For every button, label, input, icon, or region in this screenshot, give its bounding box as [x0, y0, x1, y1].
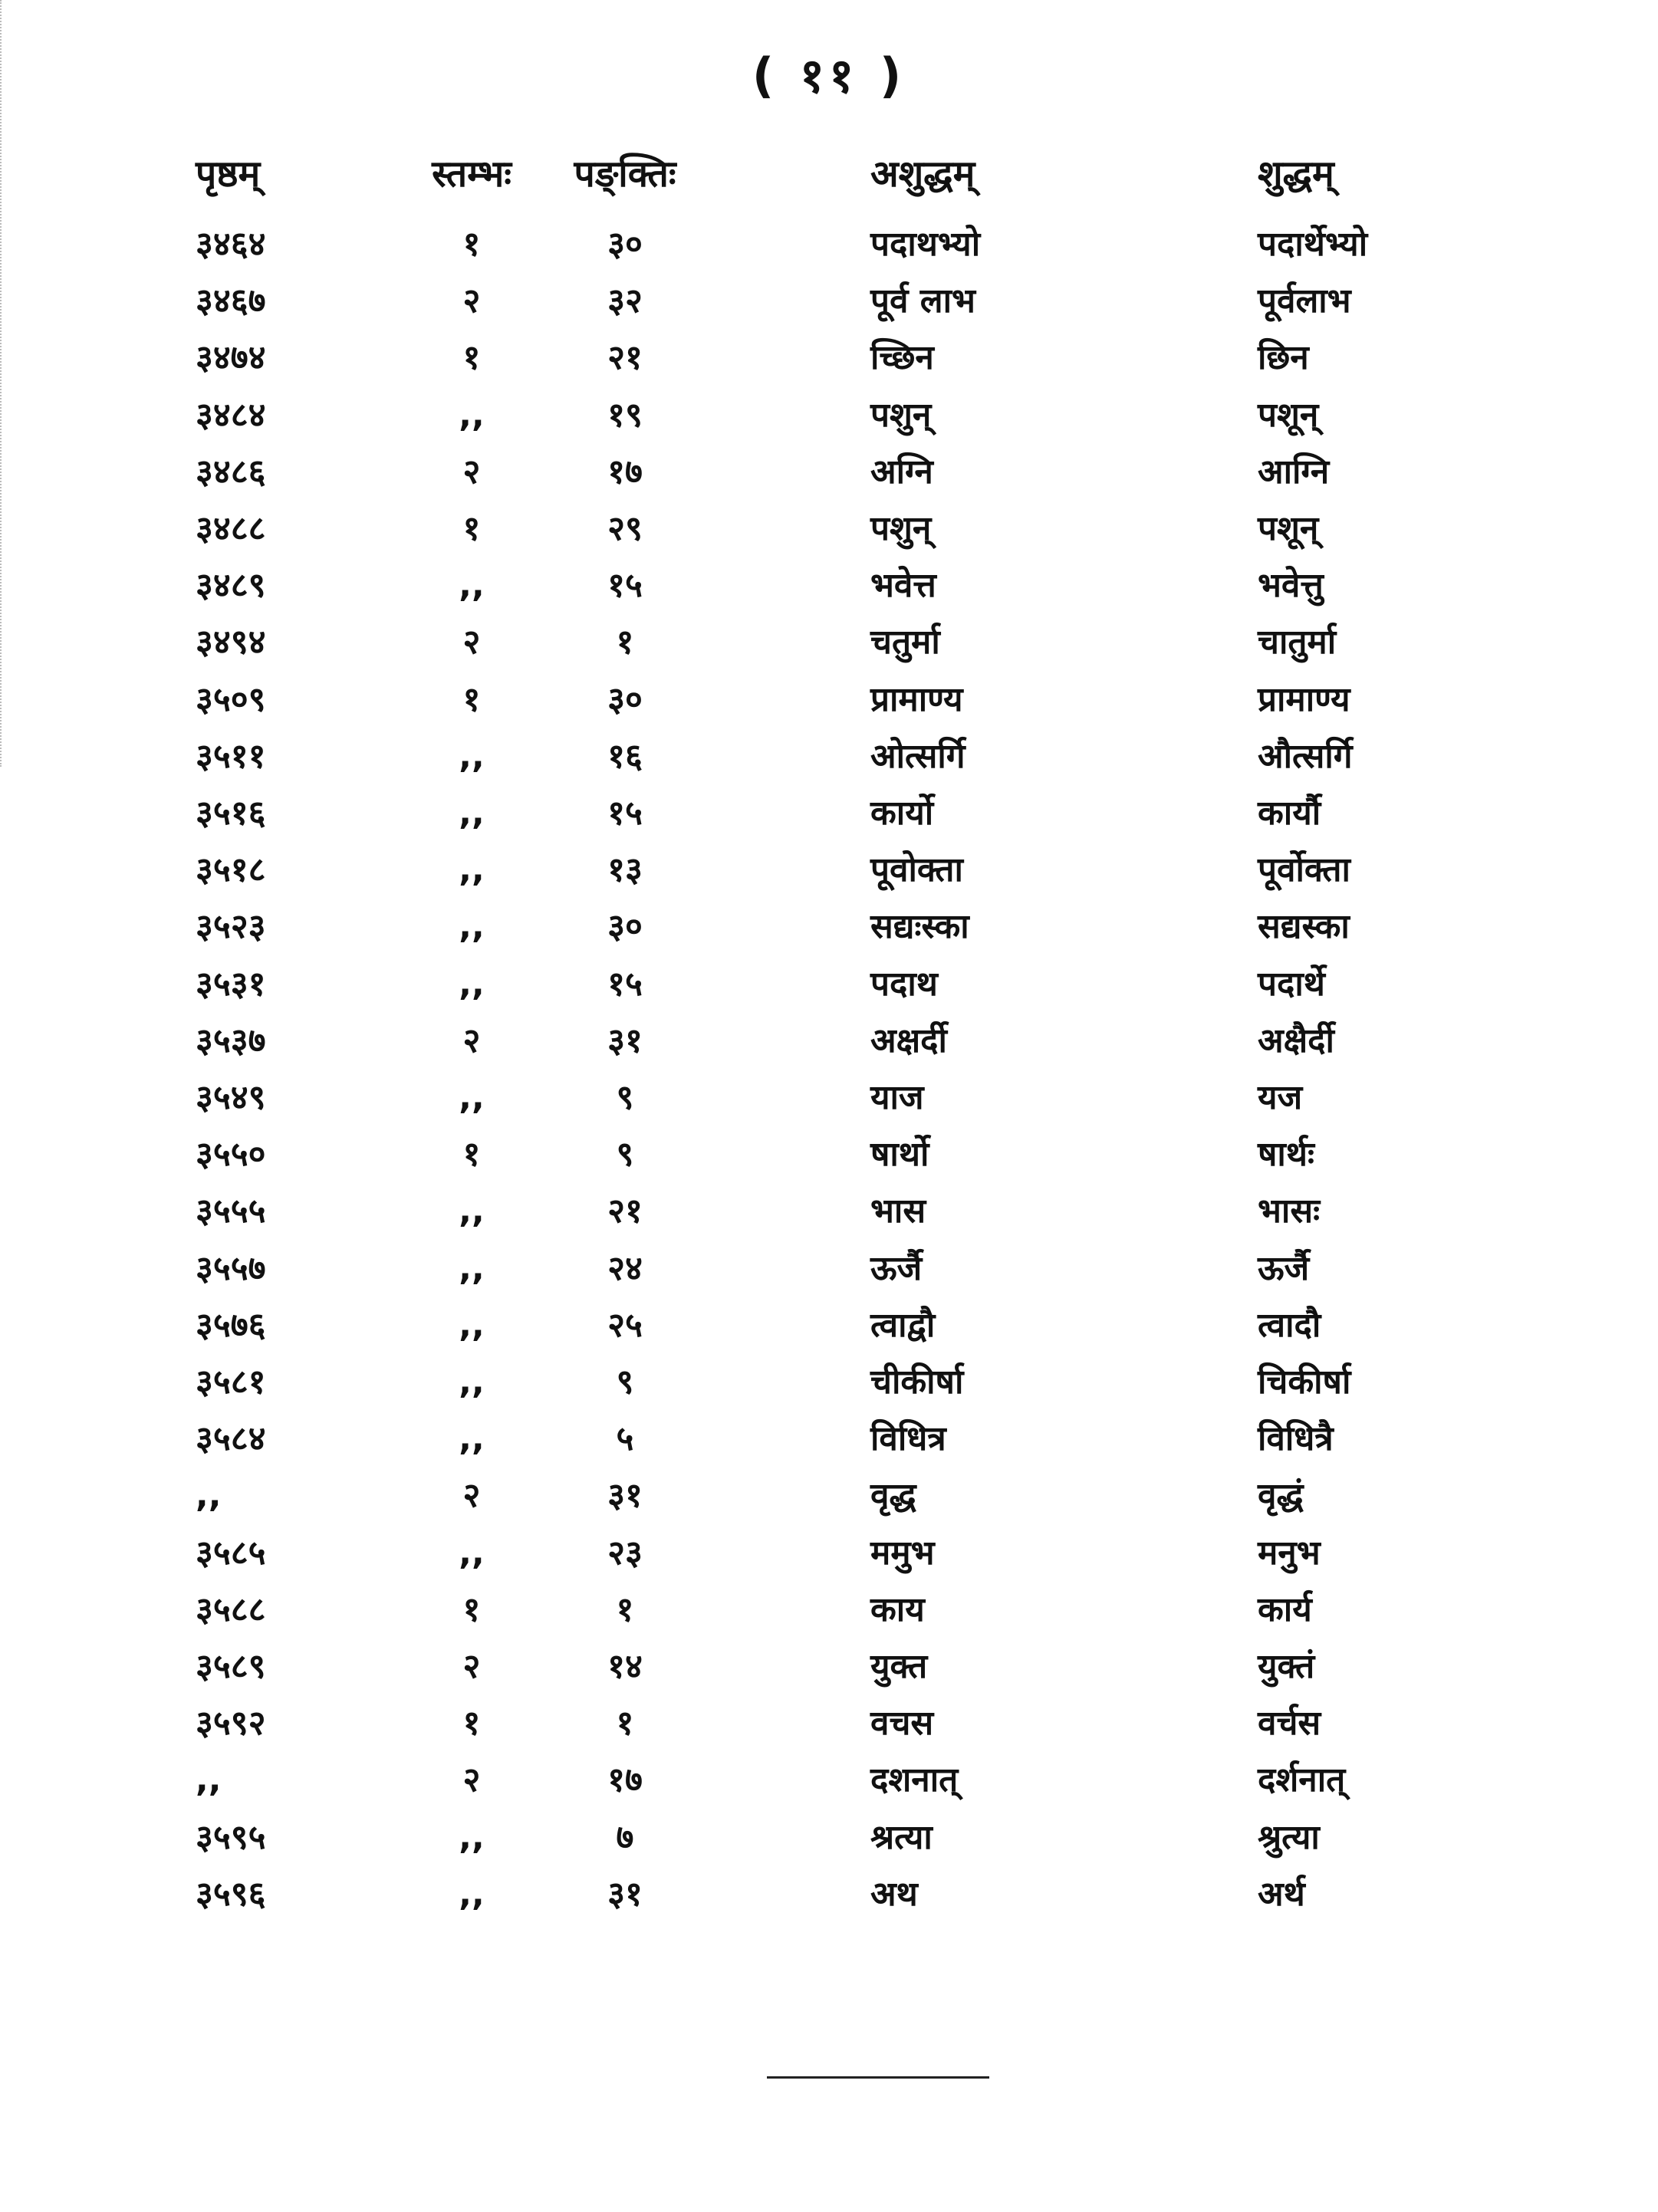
row-incorrect: याज	[870, 1078, 924, 1117]
row-incorrect: भास	[870, 1191, 926, 1231]
row-incorrect: वृद्ध	[870, 1476, 916, 1516]
row-correct: विधित्रै	[1258, 1419, 1334, 1459]
row-line: ९	[616, 1362, 634, 1402]
row-incorrect: चीकीर्षा	[870, 1362, 964, 1402]
row-page: ३५२३	[196, 907, 266, 947]
row-page: ३४८४	[196, 395, 266, 435]
row-line: २१	[607, 338, 643, 378]
row-correct: वृद्धं	[1258, 1476, 1304, 1516]
row-incorrect: पदाथभ्यो	[870, 225, 981, 264]
row-incorrect: च्छिन	[870, 338, 934, 378]
row-line: १९	[607, 395, 643, 435]
table-row	[0, 1411, 1658, 1468]
row-correct: मनुभ	[1258, 1533, 1321, 1573]
row-page: ३५९२	[196, 1704, 266, 1744]
row-line: १४	[607, 1647, 643, 1686]
row-column: २	[462, 281, 481, 321]
row-column: २	[462, 452, 481, 491]
row-page: ,,	[196, 1476, 222, 1516]
row-correct: कार्यौ	[1258, 794, 1321, 833]
row-page: ३५८४	[196, 1419, 266, 1459]
row-incorrect: पूवोक्ता	[870, 850, 963, 890]
row-line: ३०	[607, 679, 643, 719]
row-line: १	[616, 1704, 634, 1744]
row-correct: छिन	[1258, 338, 1309, 378]
table-row	[0, 672, 1658, 728]
row-incorrect: ऊर्जै	[870, 1248, 923, 1288]
row-correct: युक्तं	[1258, 1647, 1315, 1686]
row-line: ३१	[607, 1874, 643, 1914]
row-correct: पदार्थे	[1258, 964, 1325, 1004]
table-row	[0, 387, 1658, 444]
row-incorrect: विधित्र	[870, 1419, 946, 1459]
row-page: ३५३७	[196, 1021, 266, 1060]
row-page: ३५४९	[196, 1078, 266, 1117]
row-line: १५	[607, 964, 643, 1004]
row-incorrect: काय	[870, 1589, 925, 1629]
row-correct: दर्शनात्	[1258, 1760, 1346, 1800]
row-correct: अक्षैर्दी	[1258, 1021, 1334, 1060]
table-row	[0, 1070, 1658, 1126]
row-line: १७	[607, 452, 643, 491]
row-page: ३५७६	[196, 1305, 266, 1345]
table-row	[0, 614, 1658, 671]
row-line: ३०	[607, 907, 643, 947]
row-correct: भवेत्तु	[1258, 566, 1324, 606]
row-line: १५	[607, 794, 643, 833]
row-column: ,,	[459, 566, 485, 606]
table-header	[0, 146, 1658, 202]
footer-rule	[767, 2076, 989, 2079]
row-correct: पदार्थेभ्यो	[1258, 225, 1368, 264]
row-page: ३४९४	[196, 623, 266, 662]
row-column: २	[462, 1021, 481, 1060]
row-line: ३१	[607, 1021, 643, 1060]
row-column: २	[462, 1647, 481, 1686]
row-page: ३५९६	[196, 1874, 266, 1914]
row-column: ,,	[459, 907, 485, 947]
row-column: १	[462, 1704, 481, 1744]
row-line: १३	[607, 850, 643, 890]
table-row	[0, 501, 1658, 557]
row-incorrect: युक्त	[870, 1647, 928, 1686]
row-incorrect: अग्नि	[870, 452, 933, 491]
row-column: २	[462, 623, 481, 662]
row-page: ३५९५	[196, 1817, 266, 1857]
row-column: ,,	[459, 794, 485, 833]
row-page: ३५८५	[196, 1533, 266, 1573]
row-incorrect: भवेत्त	[870, 566, 936, 606]
row-page: ३४६४	[196, 225, 266, 264]
row-column: २	[462, 1476, 481, 1516]
row-column: ,,	[459, 1305, 485, 1345]
table-row	[0, 899, 1658, 955]
row-page: ३५८८	[196, 1589, 266, 1629]
table-row	[0, 956, 1658, 1013]
row-column: ,,	[459, 1874, 485, 1914]
row-incorrect: पशुन्	[870, 395, 932, 435]
row-column: ,,	[459, 1191, 485, 1231]
row-correct: षार्थः	[1258, 1135, 1314, 1175]
table-row	[0, 330, 1658, 386]
row-column: २	[462, 1760, 481, 1800]
row-correct: पशून्	[1258, 509, 1319, 548]
row-correct: चिकीर्षा	[1258, 1362, 1351, 1402]
table-row	[0, 1241, 1658, 1297]
row-column: ,,	[459, 1362, 485, 1402]
table-row	[0, 785, 1658, 842]
header-incorrect: अशुद्धम्	[870, 153, 975, 196]
table-row	[0, 1866, 1658, 1923]
table-row	[0, 1468, 1658, 1524]
table-row	[0, 273, 1658, 330]
row-column: ,,	[459, 964, 485, 1004]
table-row	[0, 1354, 1658, 1411]
row-page: ३४८९	[196, 566, 266, 606]
row-correct: कार्य	[1258, 1589, 1312, 1629]
header-correct: शुद्धम्	[1258, 153, 1334, 196]
row-correct: श्रुत्या	[1258, 1817, 1320, 1857]
row-incorrect: अथ	[870, 1874, 918, 1914]
row-incorrect: ममुभ	[870, 1533, 935, 1573]
row-correct: ऊर्जै	[1258, 1248, 1310, 1288]
row-incorrect: पशुन्	[870, 509, 932, 548]
row-column: १	[462, 338, 481, 378]
table-row	[0, 1126, 1658, 1183]
row-correct: चातुर्मा	[1258, 623, 1337, 662]
row-incorrect: त्वाद्वौ	[870, 1305, 936, 1345]
table-row	[0, 1582, 1658, 1638]
row-incorrect: वचस	[870, 1704, 934, 1744]
row-page: ३५१८	[196, 850, 266, 890]
table-row	[0, 557, 1658, 614]
header-page: पृष्ठम्	[196, 153, 261, 196]
row-line: ९	[616, 1135, 634, 1175]
row-column: ,,	[459, 1078, 485, 1117]
table-row	[0, 728, 1658, 785]
row-line: २५	[607, 1305, 643, 1345]
header-line: पङ्क्तिः	[574, 153, 676, 196]
row-page: ३४८८	[196, 509, 266, 548]
row-incorrect: पूर्व लाभ	[870, 281, 975, 321]
row-incorrect: चतुर्मा	[870, 623, 940, 662]
row-column: ,,	[459, 395, 485, 435]
row-page: ३५५०	[196, 1135, 266, 1175]
row-line: १६	[607, 736, 643, 776]
row-correct: वर्चस	[1258, 1704, 1321, 1744]
table-row	[0, 1695, 1658, 1752]
header-column: स्तम्भः	[432, 153, 512, 196]
row-correct: पूर्वोक्ता	[1258, 850, 1350, 890]
row-page: ३५३१	[196, 964, 266, 1004]
row-incorrect: प्रामाण्य	[870, 679, 963, 719]
row-page: ३५८१	[196, 1362, 266, 1402]
table-row	[0, 1525, 1658, 1582]
row-column: १	[462, 679, 481, 719]
row-line: २९	[607, 509, 643, 548]
row-line: १५	[607, 566, 643, 606]
table-row	[0, 1638, 1658, 1695]
row-incorrect: श्रत्या	[870, 1817, 933, 1857]
row-incorrect: ओत्सर्गि	[870, 736, 966, 776]
row-line: २४	[607, 1248, 643, 1288]
row-correct: औत्सर्गि	[1258, 736, 1353, 776]
row-column: १	[462, 1135, 481, 1175]
row-line: २३	[607, 1533, 643, 1573]
row-incorrect: अक्षर्दी	[870, 1021, 947, 1060]
table-row	[0, 1809, 1658, 1866]
row-page: ३५११	[196, 736, 266, 776]
row-correct: आग्नि	[1258, 452, 1330, 491]
row-page: ३५५७	[196, 1248, 266, 1288]
row-column: ,,	[459, 1533, 485, 1573]
row-incorrect: सद्यःस्का	[870, 907, 969, 947]
table-row	[0, 842, 1658, 899]
row-correct: पूर्वलाभ	[1258, 281, 1351, 321]
row-incorrect: षार्थो	[870, 1135, 929, 1175]
row-correct: त्वादौ	[1258, 1305, 1321, 1345]
row-line: १	[616, 1589, 634, 1629]
row-page: ३५०९	[196, 679, 266, 719]
row-line: ७	[616, 1817, 634, 1857]
row-column: ,,	[459, 850, 485, 890]
row-line: ९	[616, 1078, 634, 1117]
row-page: ३४६७	[196, 281, 266, 321]
row-incorrect: कार्यो	[870, 794, 934, 833]
row-line: २१	[607, 1191, 643, 1231]
row-correct: पशून्	[1258, 395, 1319, 435]
row-correct: अर्थ	[1258, 1874, 1305, 1914]
row-incorrect: दशनात्	[870, 1760, 959, 1800]
table-row	[0, 444, 1658, 501]
row-column: १	[462, 1589, 481, 1629]
table-row	[0, 1183, 1658, 1240]
row-correct: भासः	[1258, 1191, 1320, 1231]
row-page: ३५१६	[196, 794, 266, 833]
row-column: ,,	[459, 1248, 485, 1288]
row-line: ३२	[607, 281, 643, 321]
row-column: ,,	[459, 736, 485, 776]
row-line: ३१	[607, 1476, 643, 1516]
table-row	[0, 216, 1658, 273]
row-page: ३५५५	[196, 1191, 266, 1231]
row-incorrect: पदाथ	[870, 964, 938, 1004]
table-row	[0, 1752, 1658, 1809]
row-page: ३४७४	[196, 338, 266, 378]
row-line: १	[616, 623, 634, 662]
row-line: ५	[616, 1419, 634, 1459]
row-line: ३०	[607, 225, 643, 264]
row-column: १	[462, 509, 481, 548]
row-correct: सद्यस्का	[1258, 907, 1350, 947]
row-column: १	[462, 225, 481, 264]
row-column: ,,	[459, 1419, 485, 1459]
row-column: ,,	[459, 1817, 485, 1857]
table-row	[0, 1013, 1658, 1070]
row-page: ३५८९	[196, 1647, 266, 1686]
page-number: ( ११ )	[752, 48, 906, 104]
row-line: १७	[607, 1760, 643, 1800]
row-page: ३४८६	[196, 452, 266, 491]
table-row	[0, 1297, 1658, 1354]
row-correct: यज	[1258, 1078, 1303, 1117]
row-correct: प्रामाण्य	[1258, 679, 1350, 719]
row-page: ,,	[196, 1760, 222, 1800]
